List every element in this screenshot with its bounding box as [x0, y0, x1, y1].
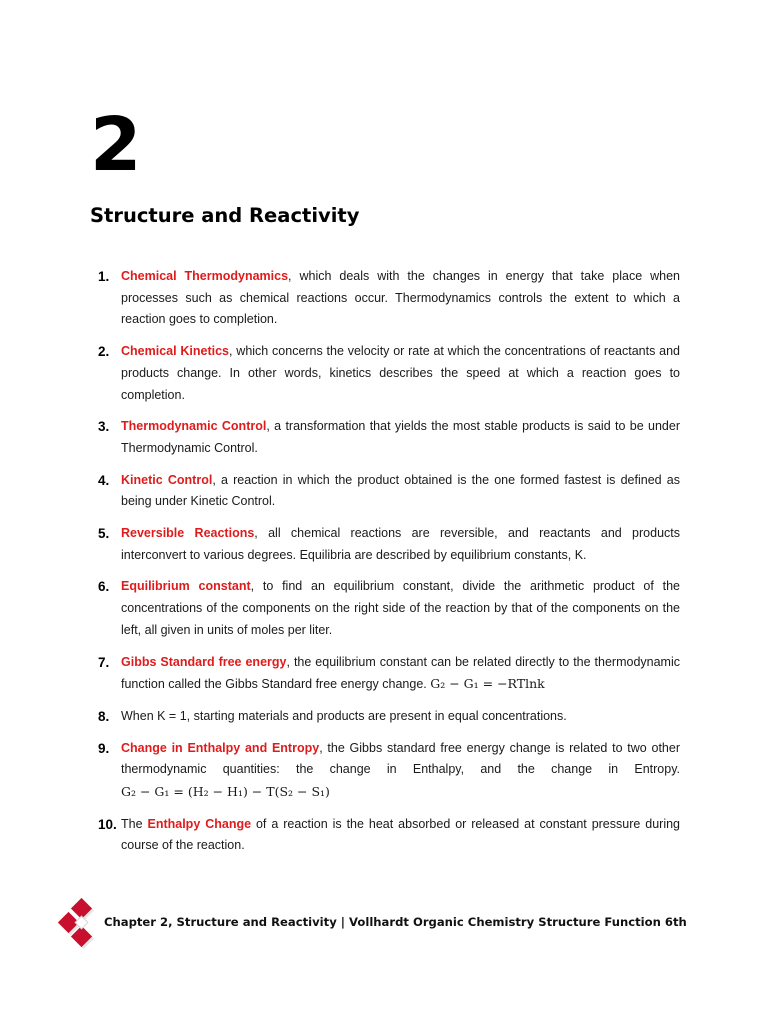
- logo-diamonds: [58, 898, 92, 947]
- list-item: [90, 523, 680, 566]
- item-number: 6.: [98, 579, 110, 595]
- diamond-logo-icon: [55, 898, 107, 954]
- item-number: 4.: [98, 472, 110, 488]
- item-term: Chemical Kinetics: [121, 344, 230, 359]
- item-text: , which concerns the velocity or rate at which the concentrations of reactants and products change. In other words, kinetics describes the speed at which a reaction goes to completion.: [121, 344, 681, 402]
- item-text: , a reaction in which the product obtained is the one formed fastest is defined as being under Kinetic Control.: [121, 472, 680, 509]
- item-term: Thermodynamic Control: [121, 419, 267, 434]
- list-item: [90, 416, 680, 459]
- item-prefix: When K = 1, starting materials and products are present in equal concentrations.: [121, 708, 567, 723]
- item-number: 2.: [98, 344, 110, 360]
- item-term: Enthalpy Change: [147, 816, 252, 831]
- chapter-title: Structure and Reactivity: [90, 204, 360, 227]
- item-term: Equilibrium constant: [121, 579, 251, 594]
- page-footer: [55, 898, 735, 954]
- footer-text: Chapter 2, Structure and Reactivity | Vollhardt Organic Chemistry Structure Function 6th: [104, 915, 687, 929]
- list-item: [90, 266, 680, 331]
- list-item: [90, 341, 680, 406]
- list-item: [90, 706, 680, 728]
- item-term: Kinetic Control: [121, 472, 213, 487]
- item-term: Chemical Thermodynamics: [121, 269, 289, 283]
- item-number: 5.: [98, 526, 110, 542]
- item-number: 8.: [98, 708, 110, 724]
- item-text: , the equilibrium constant can be related directly to the thermodynamic function called the Gibbs Standard free energy change.: [121, 654, 681, 692]
- item-number: 9.: [98, 740, 110, 756]
- item-text: of a reaction is the heat absorbed or released at constant pressure during course of the reaction.: [121, 816, 681, 853]
- item-text: , all chemical reactions are reversible, and reactants and products interconvert to various degrees. Equilibria are described by equilibrium constants, K.: [121, 526, 680, 562]
- item-term: Gibbs Standard free energy: [121, 654, 287, 669]
- gibbs-formula: G₂ − G₁ = −RTlnk: [430, 676, 545, 692]
- enthalpy-entropy-formula: G₂ − G₁ = (H₂ − H₁) − T(S₂ − S₁): [121, 784, 330, 800]
- item-term: Change in Enthalpy and Entropy: [121, 740, 320, 755]
- list-item: [90, 814, 680, 857]
- definition-list: [90, 266, 680, 867]
- item-text: , the Gibbs standard free energy change is related to two other thermodynamic quantities: the change in Enthalpy, and the change in Entropy.: [121, 740, 680, 777]
- chapter-number: 2: [90, 102, 141, 188]
- item-number: 10.: [98, 816, 117, 832]
- item-number: 3.: [98, 419, 110, 435]
- item-text: , to find an equilibrium constant, divide the arithmetic product of the concentrations of the components on the right side of the reaction by that of the components on the left, all given in units of moles per liter.: [121, 579, 681, 637]
- list-item: [90, 470, 680, 513]
- item-text: , which deals with the changes in energy that take place when processes such as chemical reactions occur. Thermodynamics controls the extent to which a reaction goes to completion.: [121, 269, 680, 327]
- list-item: [90, 652, 680, 696]
- list-item: [90, 738, 680, 804]
- list-item: [90, 576, 680, 641]
- item-number: 7.: [98, 654, 110, 670]
- item-term: Reversible Reactions: [121, 526, 255, 541]
- item-text: , a transformation that yields the most stable products is said to be under Thermodynamic Control.: [121, 419, 680, 455]
- item-prefix: The: [121, 816, 148, 831]
- item-number: 1.: [98, 269, 110, 284]
